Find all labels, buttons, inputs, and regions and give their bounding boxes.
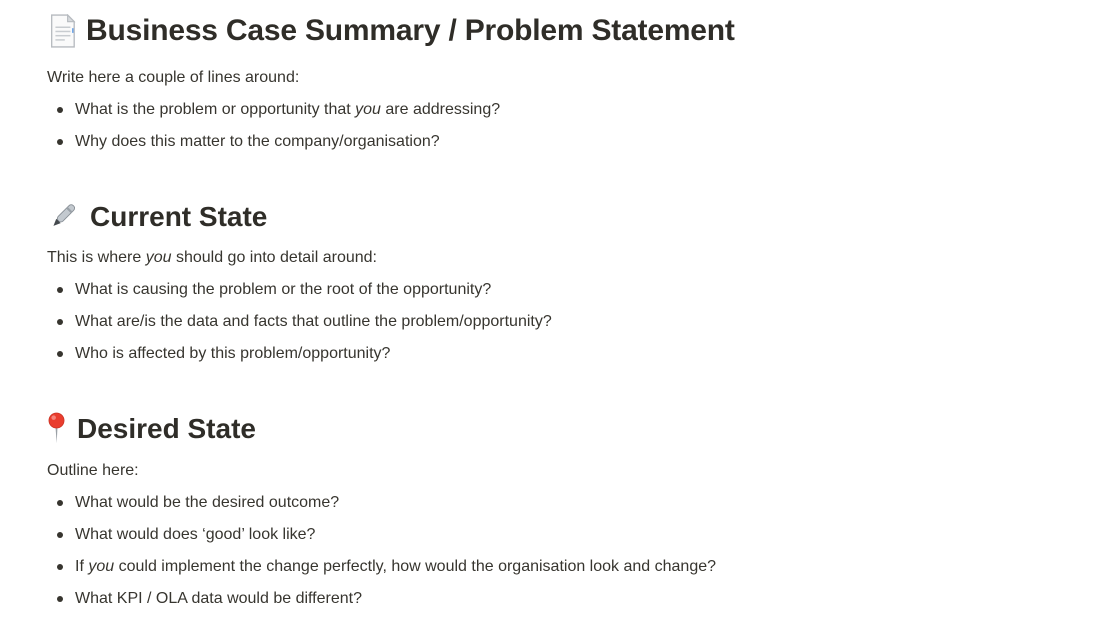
- section-lead: Outline here:: [47, 462, 139, 480]
- list-item: What is causing the problem or the root of the opportunity?: [47, 274, 1072, 306]
- document-icon: [47, 14, 77, 48]
- bullet-marker: [57, 351, 63, 357]
- list-item: What would does ‘good’ look like?: [47, 519, 1072, 551]
- bullet-marker: [57, 319, 63, 325]
- bullet-marker: [57, 564, 63, 570]
- list-item: What are/is the data and facts that outline the problem/opportunity?: [47, 306, 1072, 338]
- section-bullet-list: [47, 487, 1072, 615]
- bullet-marker: [57, 532, 63, 538]
- pen-icon: [47, 200, 79, 232]
- list-item: What KPI / OLA data would be different?: [47, 583, 1072, 615]
- section-heading-current-state: [47, 200, 1072, 234]
- section-title-text: Desired State: [77, 413, 256, 445]
- bullet-marker: [57, 596, 63, 602]
- bullet-marker: [57, 139, 63, 145]
- section-title-text: Current State: [90, 200, 268, 232]
- bullet-marker: [57, 500, 63, 506]
- pushpin-icon: [47, 412, 66, 446]
- list-item: What is the problem or opportunity that you are addressing?: [47, 94, 1072, 126]
- intro-bullet-list: [47, 94, 1072, 158]
- section-heading-desired-state: [47, 412, 1072, 446]
- list-item: Why does this matter to the company/organisation?: [47, 126, 1072, 158]
- section-bullet-list: [47, 274, 1072, 370]
- page-title: [47, 12, 1072, 50]
- bullet-marker: [57, 287, 63, 293]
- list-item: If you could implement the change perfectly, how would the organisation look and change?: [47, 551, 1072, 583]
- intro-lead: Write here a couple of lines around:: [47, 68, 300, 86]
- section-lead: This is where you should go into detail around:: [47, 249, 377, 267]
- bullet-marker: [57, 107, 63, 113]
- page-title-text: Business Case Summary / Problem Statement: [86, 14, 735, 47]
- list-item: What would be the desired outcome?: [47, 487, 1072, 519]
- list-item: Who is affected by this problem/opportunity?: [47, 338, 1072, 370]
